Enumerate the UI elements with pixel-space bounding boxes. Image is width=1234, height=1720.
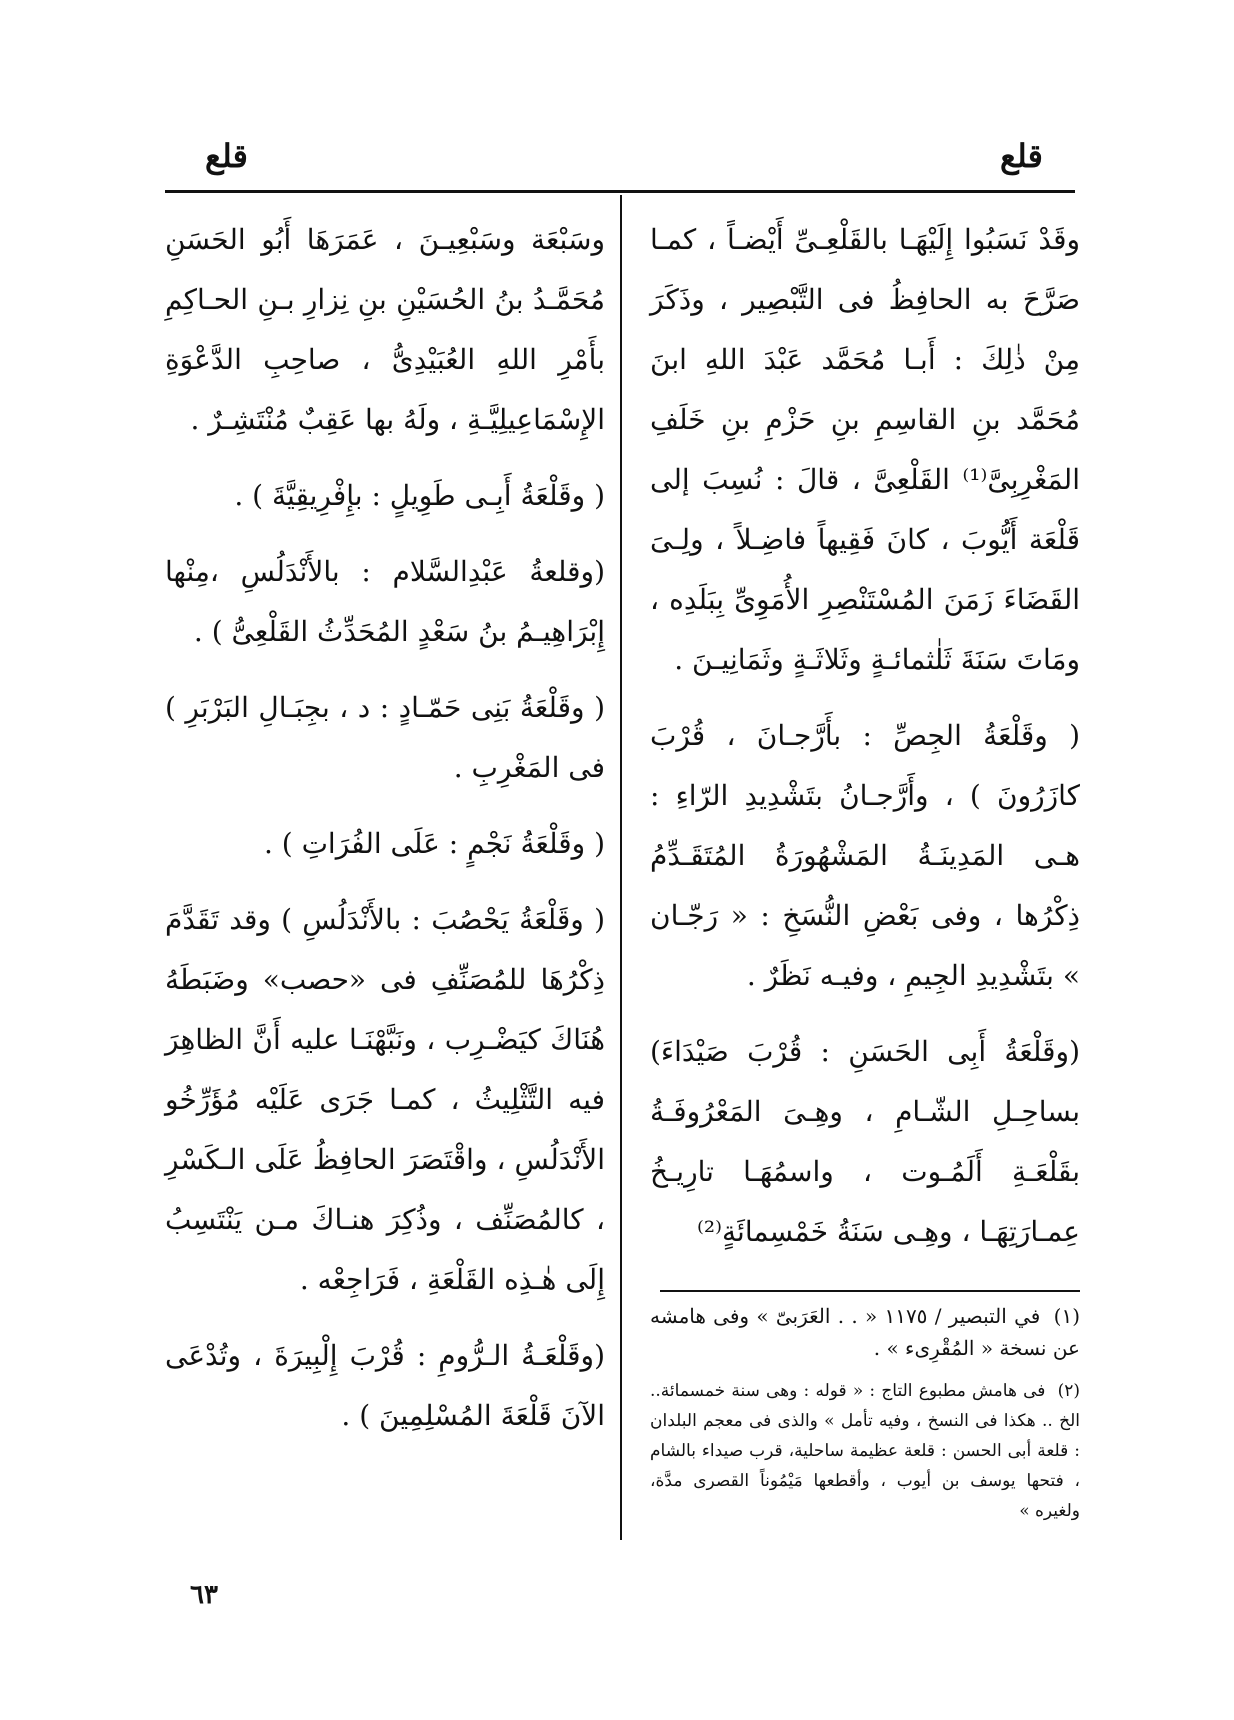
paragraph: ( وقَلْعَةُ نَجْمٍ : عَلَى الفُرَاتِ ) . [263,827,605,860]
paragraph: ( وقَلْعَةُ أَبِـى طَوِيلٍ : بإِفْرِيقِيَّةَ ) . [234,479,605,512]
header-rule [165,190,1075,193]
right-column [650,210,1080,1278]
paragraph: (وقلعةُ عَبْدِالسَّلام : بالأَنْدَلُسِ ،مِنْها إِبْرَاهِيـمُ بنُ سَعْدٍ المُحَدِّثُ القَلْعِىُّ ) . [165,555,605,648]
paragraph: (وقَلْعَةُ أَبِى الحَسَنِ : قُرْبَ صَيْدَاءَ) بساحِـلِ الشّـامِ ، وهِـىَ المَعْرُوفَـةُ بقَلْعَـةِ أَلَمُـوت ، واسمُهَـا تارِيـخُ عِمـارَتِهَـا ، وهِـى سَنَةُ خَمْسِمائَةٍ⁽²⁾ [650,1035,1080,1248]
paragraph: ( وقَلْعَةُ بَنِى حَمّـادٍ : د ، بجِبَـالِ البَرْبَرِ ) فى المَغْرِبِ . [165,691,605,784]
paragraph: ( وقَلْعَةُ يَحْصُبَ : بالأَنْدَلُسِ ) وقد تَقَدَّمَ ذِكْرُهَا للمُصَنِّفِ فى «حصب» وضَبَطَهُ هُنَاكَ كيَضْـرِب ، ونَبَّهْنَـا عليه أَنَّ الظاهِرَ فيه التَّثْلِيثُ ، كمـا جَرَى عَلَيْه مُؤَرِّخُو الأَنْدَلُسِ ، واقْتَصَرَ الحافِظُ عَلَى الـكَسْرِ ، كالمُصَنِّف ، وذُكِرَ هنـاكَ مـن يَنْتَسِبُ إِلَى هٰـذِه القَلْعَةِ ، فَرَاجِعْه . [165,903,605,1296]
footnotes [650,1300,1080,1538]
footnote-rule [660,1290,1080,1292]
footnote-2 [650,1376,1080,1526]
footnote-number: (١) [1053,1304,1080,1328]
paragraph: وقَدْ نَسَبُوا إِلَيْهَـا بالقَلْعِـىِّ أَيْضـاً ، كمـا صَرَّحَ به الحافِظُ فى التَّبْصِير ، وذَكَرَ مِنْ ذٰلِكَ : أَبـا مُحَمَّد عَبْدَ اللهِ ابنَ مُحَمَّد بنِ القاسِمِ بنِ حَزْمِ بنِ خَلَفِ المَغْرِبِىَّ⁽¹⁾ القَلْعِىَّ ، قالَ : نُسِبَ إلى قَلْعَة أَيُّوبَ ، كانَ فَقِيهاً فاضِـلاً ، ولِـىَ القَضَاءَ زَمَنَ المُسْتَنْصِرِ الأُمَوِىِّ بِبَلَدِه ، ومَاتَ سَنَةَ ثَلٰثمائـةٍ وثَلاثَـةٍ وثَمَانِيـنَ . [650,223,1080,676]
footnote-text: في التبصير / ١١٧٥ « . . العَرَبىّ » وفى هامشه عن نسخة « المُقْرِىء » . [650,1304,1080,1360]
paragraph: وسَبْعَة وسَبْعِيـنَ ، عَمَرَهَا أَبُو الحَسَنِ مُحَمَّـدُ بنُ الحُسَيْنِ بنِ نِزارِ بـنِ الحـاكِمِ بأَمْرِ اللهِ العُبَيْدِىُّ ، صاحِبِ الدَّعْوَةِ الإِسْمَاعِيلِيَّـةِ ، ولَهُ بها عَقِبٌ مُنْتَشِـرٌ . [165,223,605,436]
footnote-text: فى هامش مطبوع التاج : « قوله : وهى سنة خمسمائة.. الخ .. هكذا فى النسخ ، وفيه تأمل » والذى فى معجم البلدان : قلعة أبى الحسن : قلعة عظيمة ساحلية، قرب صيداء بالشام ، فتحها يوسف بن أيوب ، وأقطعها مَيْمُوناً القصرى مدَّة، ولغيره » [650,1381,1080,1521]
header-right-word: قلع [1000,137,1043,175]
left-column [165,210,605,1462]
paragraph: ( وقَلْعَةُ الجِصِّ : بأَرَّجـانَ ، قُرْبَ كازَرُونَ ) ، وأَرَّجـانُ بتَشْدِيدِ الرّاءِ : هـى المَدِينَـةُ المَشْهُورَةُ المُتَقَـدِّمُ ذِكْرُها ، وفى بَعْضِ النُّسَخِ : « رَجّـان » بتَشْدِيدِ الجِيمِ ، وفيـه نَظَرٌ . [650,719,1080,992]
header-left-word: قلع [205,137,248,175]
column-divider [620,195,622,1540]
paragraph: (وقَلْعَـةُ الـرُّومِ : قُرْبَ إِلْبِيرَةَ ، وتُدْعَى الآنَ قَلْعَةَ المُسْلِمِينَ ) . [165,1339,605,1432]
page-number: ٦٣ [190,1580,218,1610]
footnote-number: (٢) [1057,1381,1080,1401]
footnote-1 [650,1300,1080,1364]
